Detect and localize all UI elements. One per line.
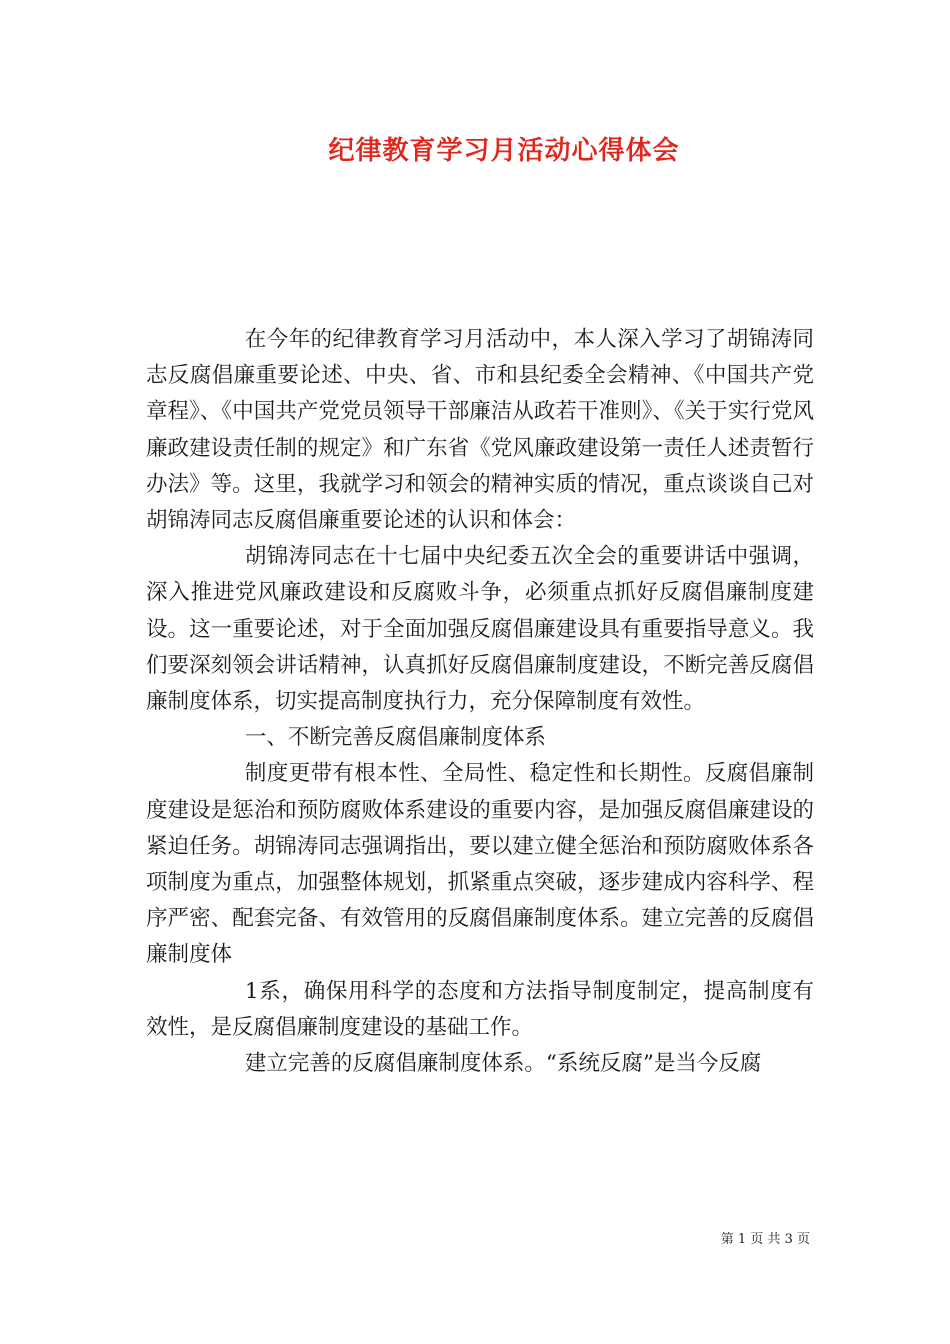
paragraph-speech: 胡锦涛同志在十七届中央纪委五次全会的重要讲话中强调，深入推进党风廉政建设和反腐败斗争，必须重点抓好反腐倡廉制度建设。这一重要论述，对于全面加强反腐倡廉建设具有重要指导意义。我们要深刻领会讲话精神，认真抓好反腐倡廉制度建设，不断完善反腐倡廉制度体系，切实提高制度执行力，充分保障制度有效性。	[146, 544, 814, 715]
section-heading-1: 一、不断完善反腐倡廉制度体系	[244, 725, 546, 751]
paragraph-system: 制度更带有根本性、全局性、稳定性和长期性。反腐倡廉制度建设是惩治和预防腐败体系建设的重要内容，是加强反腐倡廉建设的紧迫任务。胡锦涛同志强调指出，要以建立健全惩治和预防腐败体系各项制度为重点，加强整体规划，抓紧重点突破，逐步建成内容科学、程序严密、配套完备、有效管用的反腐倡廉制度体系。建立完善的反腐倡廉制度体	[146, 761, 814, 968]
page-number-footer: 第 1 页 共 3 页	[720, 1232, 810, 1247]
paragraph-intro: 在今年的纪律教育学习月活动中，本人深入学习了胡锦涛同志反腐倡廉重要论述、中央、省、市和县纪委全会精神、《中国共产党章程》、《中国共产党党员领导干部廉洁从政若干准则》、《关于实行党风廉政建设责任制的规定》和广东省《党风廉政建设第一责任人述责暂行办法》等。这里，我就学习和领会的精神实质的情况，重点谈谈自己对胡锦涛同志反腐倡廉重要论述的认识和体会：	[146, 327, 814, 534]
paragraph-system-reform: 建立完善的反腐倡廉制度体系。“系统反腐”是当今反腐	[244, 1051, 762, 1077]
document-body	[146, 322, 814, 1082]
document-title: 纪律教育学习月活动心得体会	[328, 136, 680, 166]
paragraph-system-continued: 1系，确保用科学的态度和方法指导制度制定，提高制度有效性，是反腐倡廉制度建设的基础工作。	[146, 978, 814, 1040]
